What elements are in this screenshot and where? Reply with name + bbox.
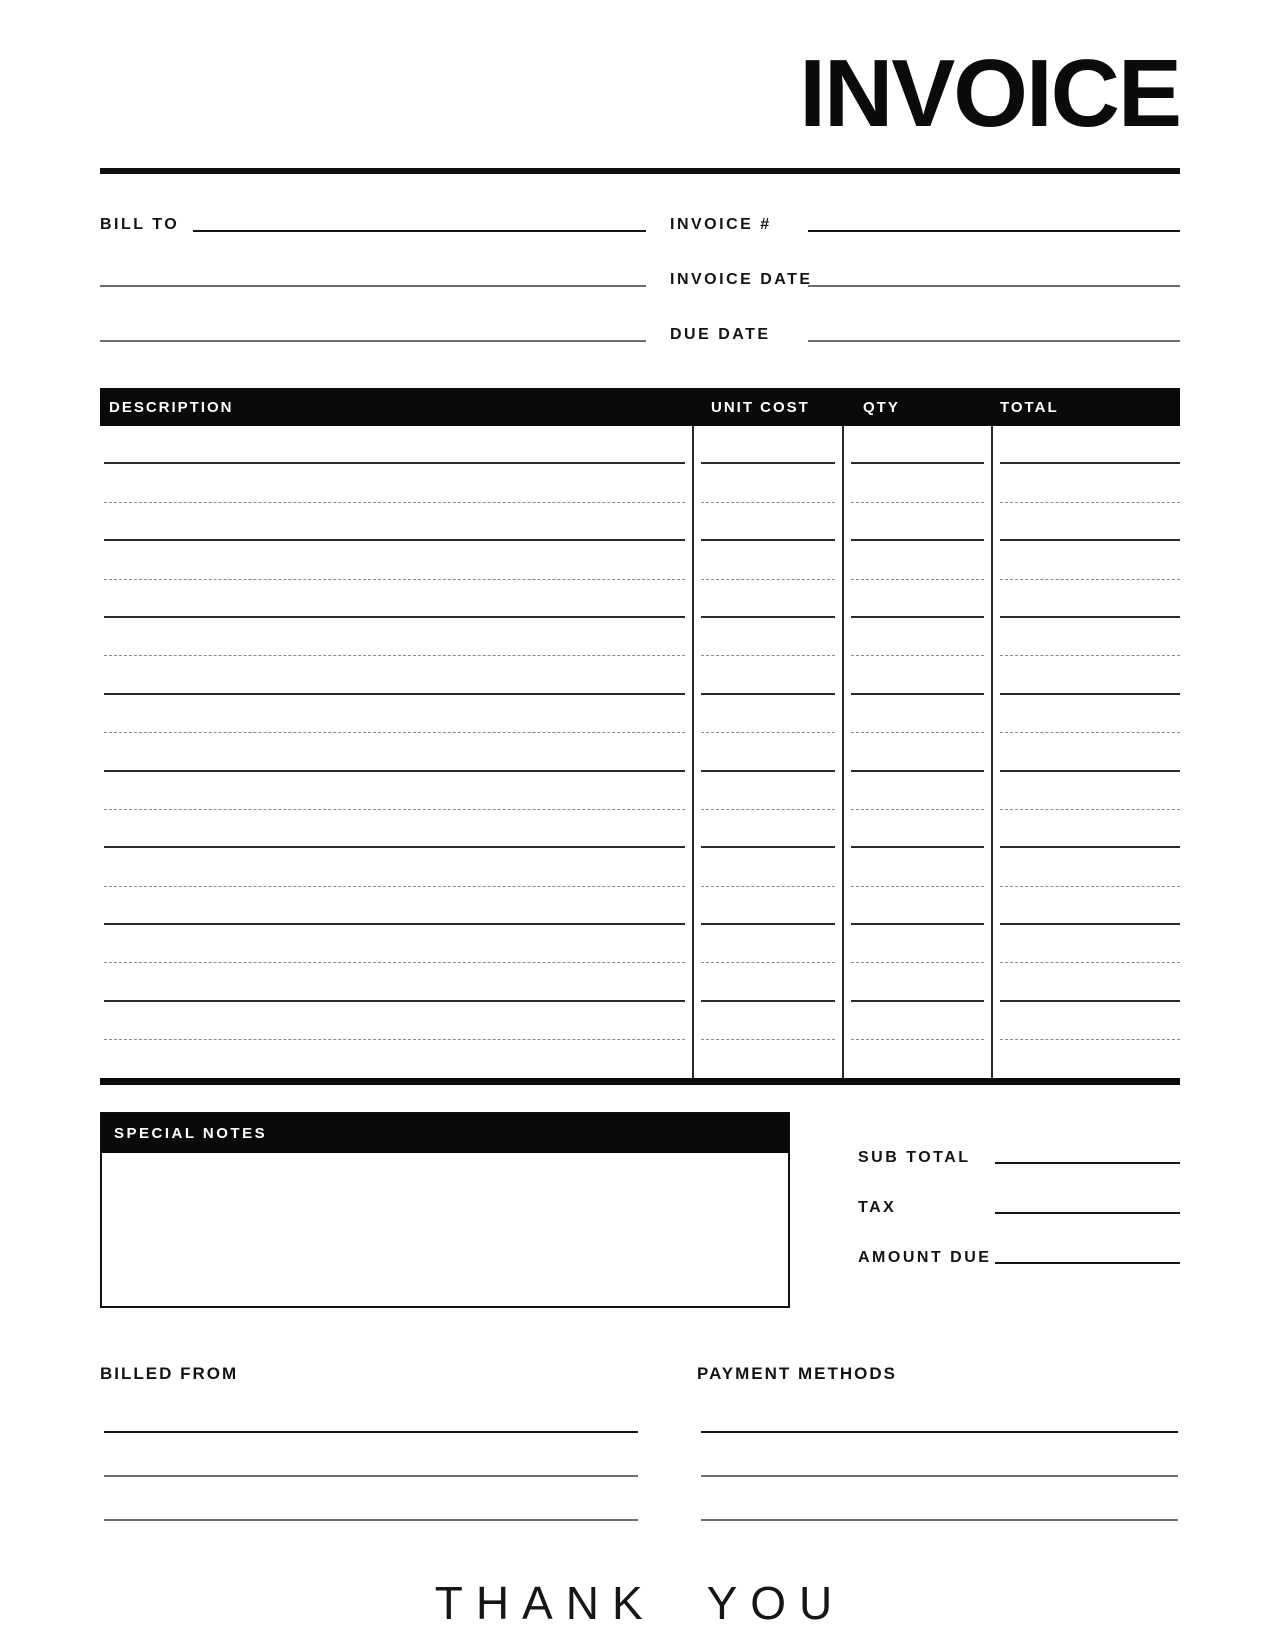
payment-methods-label: PAYMENT METHODS	[697, 1364, 898, 1384]
table-bottom-spacer	[100, 1040, 1180, 1078]
item-unit-cost-field[interactable]	[693, 656, 843, 694]
table-row	[100, 426, 1180, 464]
column-header-description: DESCRIPTION	[109, 398, 234, 416]
item-unit-cost-field[interactable]	[693, 772, 843, 810]
table-row	[100, 1002, 1180, 1040]
item-total-field[interactable]	[992, 848, 1180, 886]
billed-from-block	[100, 1365, 638, 1522]
bill-to-address2-field[interactable]	[100, 340, 646, 342]
invoice-number-label: INVOICE #	[670, 216, 772, 233]
header-divider	[100, 168, 1180, 174]
column-divider	[692, 426, 694, 1078]
item-qty-field[interactable]	[843, 848, 992, 886]
item-description-field[interactable]	[100, 925, 693, 963]
item-description-field[interactable]	[100, 695, 693, 733]
item-description-field[interactable]	[100, 733, 693, 771]
item-description-field[interactable]	[100, 772, 693, 810]
item-description-field[interactable]	[100, 464, 693, 502]
table-row	[100, 925, 1180, 963]
item-unit-cost-field[interactable]	[693, 810, 843, 848]
item-qty-field[interactable]	[843, 733, 992, 771]
item-qty-field[interactable]	[843, 618, 992, 656]
item-total-field[interactable]	[992, 1002, 1180, 1040]
invoice-info-section	[100, 176, 1180, 343]
item-unit-cost-field[interactable]	[693, 963, 843, 1001]
item-qty-field[interactable]	[843, 695, 992, 733]
item-unit-cost-field[interactable]	[693, 695, 843, 733]
payment-method-field[interactable]	[701, 1431, 1178, 1433]
notes-and-totals-section	[100, 1112, 1180, 1308]
item-qty-field[interactable]	[843, 580, 992, 618]
item-qty-field[interactable]	[843, 656, 992, 694]
invoice-meta-block	[670, 176, 1180, 343]
billed-from-label: BILLED FROM	[100, 1364, 239, 1384]
item-description-field[interactable]	[100, 656, 693, 694]
sub-total-field[interactable]	[995, 1162, 1180, 1164]
item-description-field[interactable]	[100, 963, 693, 1001]
due-date-label: DUE DATE	[670, 326, 771, 343]
item-unit-cost-field[interactable]	[693, 887, 843, 925]
item-qty-field[interactable]	[843, 541, 992, 579]
item-qty-field[interactable]	[843, 1002, 992, 1040]
tax-field[interactable]	[995, 1212, 1180, 1214]
table-header-row	[100, 388, 1180, 426]
item-description-field[interactable]	[100, 503, 693, 541]
item-qty-field[interactable]	[843, 426, 992, 464]
special-notes-field[interactable]	[102, 1152, 788, 1304]
parties-section	[100, 1365, 1180, 1522]
column-header-unit-cost: UNIT COST	[711, 398, 810, 416]
table-row	[100, 772, 1180, 810]
billed-from-field[interactable]	[104, 1519, 638, 1521]
line-items-table	[100, 388, 1180, 1085]
totals-block	[858, 1112, 1180, 1308]
item-qty-field[interactable]	[843, 963, 992, 1001]
table-row	[100, 464, 1180, 502]
item-total-field[interactable]	[992, 503, 1180, 541]
billed-from-field[interactable]	[104, 1431, 638, 1433]
item-unit-cost-field[interactable]	[693, 503, 843, 541]
item-description-field[interactable]	[100, 1002, 693, 1040]
item-qty-field[interactable]	[843, 503, 992, 541]
item-total-field[interactable]	[992, 464, 1180, 502]
table-row	[100, 810, 1180, 848]
item-description-field[interactable]	[100, 541, 693, 579]
invoice-date-field[interactable]	[808, 285, 1180, 287]
column-divider	[991, 426, 993, 1078]
column-header-qty: QTY	[863, 398, 900, 416]
item-unit-cost-field[interactable]	[693, 925, 843, 963]
table-row	[100, 733, 1180, 771]
item-total-field[interactable]	[992, 580, 1180, 618]
tax-label: TAX	[858, 1199, 897, 1217]
item-total-field[interactable]	[992, 810, 1180, 848]
item-qty-field[interactable]	[843, 810, 992, 848]
item-unit-cost-field[interactable]	[693, 618, 843, 656]
item-total-field[interactable]	[992, 656, 1180, 694]
table-row	[100, 580, 1180, 618]
table-row	[100, 887, 1180, 925]
item-total-field[interactable]	[992, 541, 1180, 579]
table-row	[100, 541, 1180, 579]
table-row	[100, 656, 1180, 694]
table-body	[100, 426, 1180, 1085]
page-title: INVOICE	[799, 40, 1180, 147]
invoice-number-field[interactable]	[808, 230, 1180, 232]
payment-method-field[interactable]	[701, 1519, 1178, 1521]
table-row	[100, 848, 1180, 886]
table-row	[100, 618, 1180, 656]
table-row	[100, 503, 1180, 541]
payment-methods-block	[697, 1365, 1178, 1522]
item-description-field[interactable]	[100, 887, 693, 925]
table-row	[100, 695, 1180, 733]
bill-to-block	[100, 176, 646, 343]
amount-due-label: AMOUNT DUE	[858, 1249, 992, 1267]
item-total-field[interactable]	[992, 426, 1180, 464]
item-description-field[interactable]	[100, 426, 693, 464]
item-total-field[interactable]	[992, 772, 1180, 810]
billed-from-field[interactable]	[104, 1475, 638, 1477]
item-unit-cost-field[interactable]	[693, 1002, 843, 1040]
column-header-total: TOTAL	[1000, 398, 1059, 416]
item-total-field[interactable]	[992, 618, 1180, 656]
thank-you-text: THANK YOU	[434, 1577, 846, 1630]
item-total-field[interactable]	[992, 887, 1180, 925]
item-description-field[interactable]	[100, 810, 693, 848]
bill-to-name-field[interactable]	[193, 230, 646, 232]
column-divider	[842, 426, 844, 1078]
bill-to-address-field[interactable]	[100, 285, 646, 287]
item-unit-cost-field[interactable]	[693, 848, 843, 886]
item-unit-cost-field[interactable]	[693, 464, 843, 502]
item-unit-cost-field[interactable]	[693, 426, 843, 464]
special-notes-box	[100, 1112, 790, 1308]
sub-total-label: SUB TOTAL	[858, 1149, 971, 1167]
item-unit-cost-field[interactable]	[693, 580, 843, 618]
item-total-field[interactable]	[992, 733, 1180, 771]
item-total-field[interactable]	[992, 963, 1180, 1001]
table-row	[100, 963, 1180, 1001]
due-date-field[interactable]	[808, 340, 1180, 342]
item-total-field[interactable]	[992, 695, 1180, 733]
item-description-field[interactable]	[100, 848, 693, 886]
item-qty-field[interactable]	[843, 464, 992, 502]
item-total-field[interactable]	[992, 925, 1180, 963]
bill-to-label: BILL TO	[100, 216, 180, 233]
item-description-field[interactable]	[100, 618, 693, 656]
item-description-field[interactable]	[100, 580, 693, 618]
special-notes-header	[101, 1113, 789, 1153]
item-qty-field[interactable]	[843, 887, 992, 925]
invoice-date-label: INVOICE DATE	[670, 271, 813, 288]
payment-method-field[interactable]	[701, 1475, 1178, 1477]
amount-due-field[interactable]	[995, 1262, 1180, 1264]
item-qty-field[interactable]	[843, 772, 992, 810]
special-notes-label: SPECIAL NOTES	[114, 1124, 268, 1142]
item-unit-cost-field[interactable]	[693, 541, 843, 579]
item-qty-field[interactable]	[843, 925, 992, 963]
item-unit-cost-field[interactable]	[693, 733, 843, 771]
